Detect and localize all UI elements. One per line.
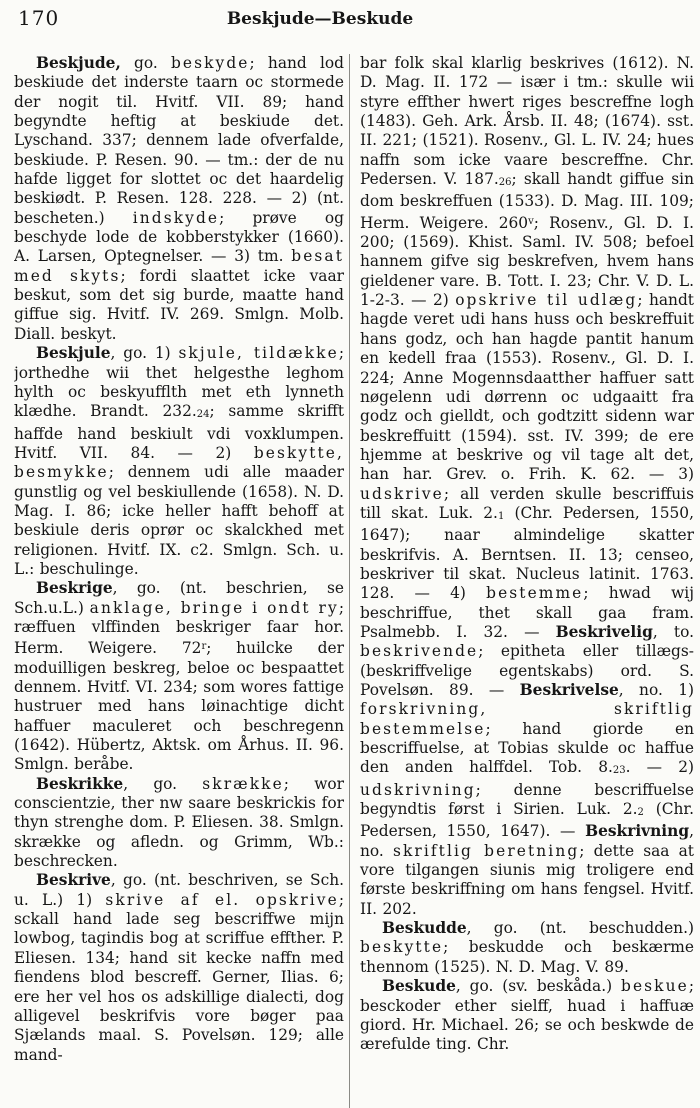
left-column: [14, 54, 349, 1108]
entry-text: 26: [498, 177, 512, 189]
entry-text: ; samme skrifft haffde hand beskiult vdi voxklumpen. Hvitf. VII. 84. — 2): [14, 402, 345, 462]
headword: Beskjude,: [36, 54, 121, 72]
entry-text: ; fordi slaattet icke vaar beskut, som det sig burde, maatte hand giffue sig. Hvitf. IV. 269. Smlgn. Molb. Diall. beskyt.: [14, 266, 344, 343]
headword: Beskrive: [36, 871, 111, 890]
entry-text: skrive af el. opskrive: [105, 890, 339, 909]
page-number: 170: [18, 6, 60, 30]
entry-text: ; wor conscientzie, ther nw saare beskrickis for thyn strenghe dom. P. Eliesen. 38. Smlgn. skrække og afledn. og Grimm, Wb.: beschrecken.: [14, 774, 344, 871]
entry-text: ; beskudde och beskærme thennom (1525). N. D. Mag. V. 89.: [360, 938, 694, 976]
text-columns: [0, 50, 700, 1108]
entry-text: ; epitheta eller tillægs- (beskriffvelige egentskabs) ord. S. Povelsøn. 89. —: [360, 642, 694, 699]
headword: Beskrivelse: [519, 681, 619, 699]
entry-text: , go. (nt. beschrien, se Sch.u.L.): [14, 579, 344, 617]
headword: Beskrivelig: [555, 622, 653, 641]
entry-text: besat med skyts: [14, 247, 344, 285]
dictionary-paragraph: [360, 977, 694, 1054]
entry-text: ; huilcke der moduilligen beskreg, beloe oc bespaattet dennem. Hvitf. VI. 234; som wores fattige hustruer med hans løinachtige dicht haffuer maculeret och beschregenn (1642). Hübertz, Aktsk. om Århus. II. 96. Smlgn. beråbe.: [14, 639, 345, 774]
entry-text: 23: [612, 765, 626, 777]
entry-text: , go. (nt. beschriven, se Sch. u. L.) 1): [14, 871, 344, 909]
dictionary-paragraph: [14, 344, 344, 579]
entry-text: udskrive: [360, 484, 444, 503]
entry-text: ; hand giorde en bescriffuelse, at Tobias skulde oc haffue den anden halffdel. Tob. 8.: [360, 719, 694, 777]
entry-text: 24: [196, 409, 210, 421]
entry-text: , to.: [652, 622, 694, 641]
entry-text: ; Rosenv., Gl. D. I. 200; (1569). Khist. Saml. IV. 508; befoel hannem gifve sig beskrefven, hvem hans gieldener vare. B. Tott. I. 23; Chr. V. D. L. 1-2-3. — 2): [360, 213, 694, 310]
running-header: Beskjude—Beskude: [226, 9, 414, 29]
entry-text: ; sckall hand lade seg bescriffwe mijn lowbog, tagindis bog at scriffue effther. P. Eliesen. 134; hand sit kecke naffn med fiendens blod bescreff. Gerner, Ilias. 6; ere her vel hos os adskillige dialecti, dog alligevel beskrifvis vore bøger paa Sjælands maal. S. Povelsøn. 129; alle mand-: [14, 890, 344, 1064]
entry-text: anklage, bringe i ondt ry: [89, 598, 339, 617]
dictionary-paragraph: [360, 919, 694, 977]
right-column: [349, 54, 694, 1108]
dictionary-paragraph: [14, 579, 344, 774]
entry-text: , no.: [360, 822, 694, 860]
entry-text: ; besckoder ether sielff, huad i haffuæ giord. Hr. Michael. 26; se och beskwde de ærefulde ting. Chr.: [360, 977, 694, 1054]
entry-text: . — 2): [625, 758, 694, 777]
dictionary-paragraph: [14, 871, 344, 1064]
entry-text: forskrivning, skriftlig bestemmelse: [360, 700, 694, 738]
page-header: [0, 0, 700, 50]
entry-text: udskrivning: [360, 780, 476, 799]
entry-text: , go. (nt. beschudden.): [466, 919, 694, 938]
entry-text: skriftlig beretning: [392, 841, 580, 860]
entry-text: 1: [497, 510, 505, 522]
entry-text: , no. 1): [618, 681, 694, 699]
entry-text: ; hwad wij beschriffue, thet skall gaa fram. Psalmebb. I. 32. —: [360, 584, 694, 641]
headword: Beskrivning: [585, 822, 690, 841]
entry-text: ; dennem udi alle maader gunstlig og vel beskiullende (1658). N. D. Mag. I. 86; icke heller hafft behoff at beskiule deris oprør oc skalckhed met religionen. Hvitf. IX. c2. Smlgn. Sch. u. L.: beschulinge.: [14, 463, 344, 578]
entry-text: , go.: [123, 774, 203, 793]
entry-text: opskrive til udlæg: [455, 291, 638, 310]
entry-text: , go. 1): [110, 344, 179, 363]
entry-text: ; ræffuen vlffinden beskriger faar hor. Herm. Weigere. 72: [14, 598, 344, 658]
entry-text: ; dette saa at vore tilgangen siunis mig troligere end første beskriffning om hans fengsel. Hvitf. II. 202.: [360, 841, 694, 918]
dictionary-paragraph: [360, 54, 694, 919]
entry-text: 2: [637, 807, 644, 819]
entry-text: beskue: [621, 977, 689, 996]
entry-text: (Chr. Pedersen, 1550, 1647). —: [360, 800, 694, 841]
dictionary-paragraph: [14, 775, 344, 872]
headword: Beskudde: [382, 919, 467, 938]
entry-text: ; denne bescriffuelse begyndtis først i Sirien. Luk. 2.: [360, 780, 694, 819]
entry-text: beskytte: [360, 938, 444, 957]
entry-text: r: [201, 641, 207, 653]
entry-text: skjule, tildække: [178, 344, 339, 363]
entry-text: indskyde: [132, 208, 220, 227]
entry-text: go.: [120, 54, 171, 72]
entry-text: ; skall handt giffue sin dom beskreffuen (1533). D. Mag. III. 109; Herm. Weigere. 260: [360, 170, 694, 232]
entry-text: bestemme: [486, 584, 584, 603]
entry-text: ; handt hagde veret udi hans huss och beskreffuit hans godz, och han hagde pantit hanum en kedell fraa (1553). Rosenv., Gl. D. I. 224; Anne Mogennsdaatther haffuer satt nøgelenn udi dørrenn oc udgaaitt fra godz och gielldt, och godtzitt sidenn war beskreffuitt (1594). sst. IV. 399; de ere hjemme at beskrive og vil tage alt det, han har. Grev. o. Frih. K. 62. — 3): [360, 291, 694, 484]
entry-text: bar folk skal klarlig beskrives (1612). N. D. Mag. II. 172 — især i tm.: skulle wii styre effther hwert riges bescreffne logh (1483). Geh. Ark. Årsb. II. 48; (1674). sst. II. 221; (1521). Rosenv., Gl. L. IV. 24; hues naffn som icke vaare bescreffne. Chr. Pedersen. V. 187.: [360, 54, 694, 189]
dictionary-paragraph: [14, 54, 344, 344]
entry-text: v: [528, 215, 534, 227]
headword: Beskjule: [36, 344, 111, 363]
entry-text: beskytte, besmykke: [14, 443, 344, 482]
entry-text: ; jorthedhe wii thet helgesthe leghom hylth oc beskyufflth met eth lynneth klædhe. Brandt. 232.: [14, 344, 344, 421]
entry-text: skrække: [202, 774, 284, 793]
entry-text: (Chr. Pedersen, 1550, 1647); naar almindelige skatter beskrifvis. A. Berntsen. II. 13; censeo, beskriver til skat. Nucleus latinit. 1763. 128. — 4): [360, 503, 694, 603]
headword: Beskude: [382, 977, 456, 996]
entry-text: ; hand lod beskiude det inderste taarn oc stormede der nogit til. Hvitf. VII. 89; hand begyndte heftig at beskiude det. Lyschand. 337; dennem lade ofverfalde, beskiude. P. Resen. 90. — tm.: der de nu hafde ligget for slottet oc det haardelig beskiødt. P. Resen. 128. 228. — 2) (nt. bescheten.): [14, 54, 344, 227]
headword: Beskrige: [36, 579, 113, 598]
headword: Beskrikke: [36, 774, 124, 793]
entry-text: beskyde: [170, 54, 250, 72]
entry-text: beskrivende: [360, 642, 479, 661]
entry-text: ; prøve og beschyde lode de kobberstykker (1660). A. Larsen, Optegnelser. — 3) tm.: [14, 208, 344, 266]
entry-text: ; all verden skulle bescriffuis till skat. Luk. 2.: [360, 484, 694, 522]
entry-text: , go. (sv. beskåda.): [455, 977, 621, 996]
